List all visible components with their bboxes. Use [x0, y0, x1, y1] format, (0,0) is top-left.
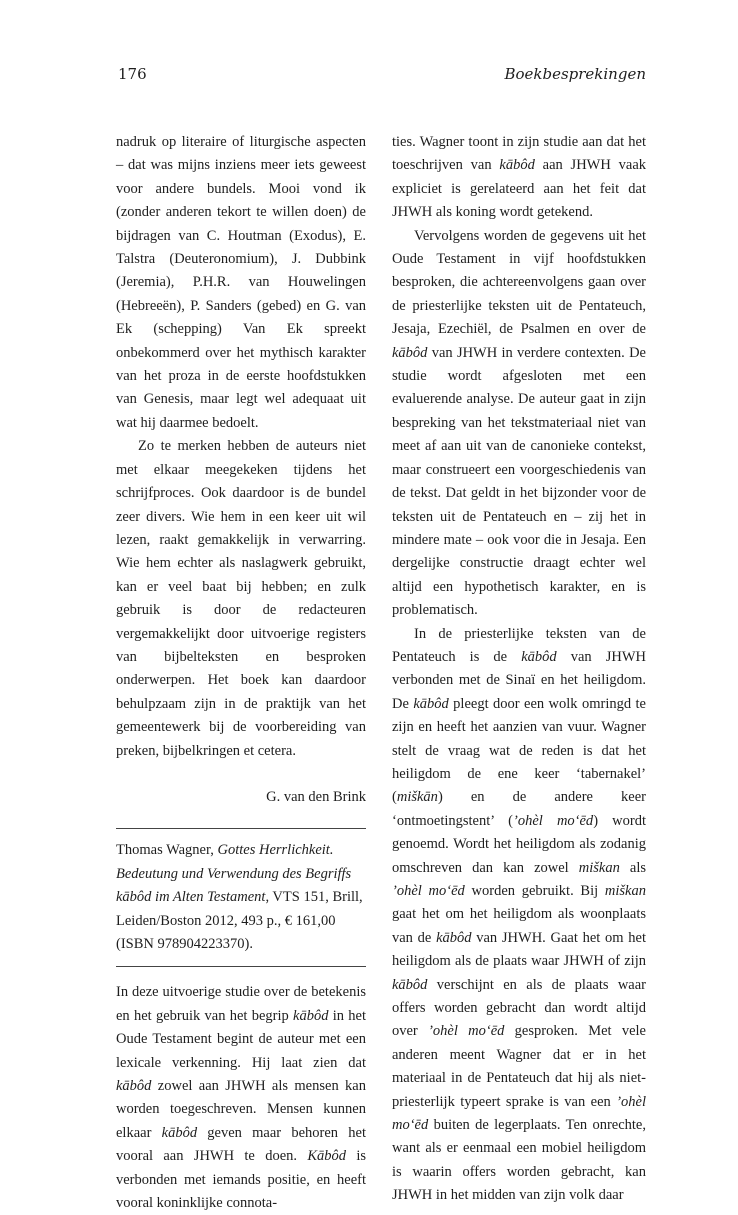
- text-run: In deze uitvoerige studie over de betekenis en het gebruik van het begrip: [116, 984, 366, 1024]
- text-run: ties. Wagner toont in zijn studie aan dat het toeschrijven van: [392, 134, 646, 174]
- text-run: In de priesterlijke teksten van de Pentateuch is de: [392, 625, 646, 665]
- italic-term: miškan: [604, 883, 646, 899]
- text-run: van JHWH. Gaat het om het heiligdom als de plaats waar JHWH of zijn: [392, 929, 647, 970]
- italic-term: kābôd: [413, 695, 449, 712]
- text-run: nadruk op literaire of liturgische aspecten – dat was mijns inziens meer iets geweest voor andere bundels. Mooi vond ik (zonder anderen tekort te willen doen) de bijdragen van C. Houtman (Exodus), E. Talstra (Deuteronomium), J. Dubbink (Jeremia), P.H.R. van Houwelingen (Hebreeën), P. Sanders (gebed) en G. van Ek (schepping) Van Ek spreekt onbekommerd over het mythisch karakter van het proza in de eerste hoofdstukken van Genesis, maar legt wel adequaat uit wat hij daarmee bedoelt.: [116, 134, 366, 431]
- book-author: Thomas Wagner,: [116, 842, 214, 859]
- italic-term: kābôd: [161, 1124, 198, 1141]
- italic-term: kābôd: [392, 344, 428, 361]
- text-run: zowel aan JHWH als mensen kan worden toegeschreven. Mensen kunnen elkaar: [116, 1078, 366, 1141]
- text-run: Zo te merken hebben de auteurs niet met elkaar meegekeken tijdens het schrijfproces. Ook daardoor is de bundel zeer divers. Wie hem in een keer uit wil lezen, raakt gemakkelijk in verwarring. Wie hem echter als naslagwerk gebruikt, kan er veel baat bij hebben; en zulk gebruik is door de redacteuren vergemakkelijkt door uitvoerige registers van bijbelteksten en besproken onderwerpen. Het boek kan daardoor behulpzaam zijn in de praktijk van het gemeentewerk bij de voorbereiding van preken, bijbelkringen et cetera.: [116, 438, 366, 759]
- italic-term: miškan: [578, 859, 620, 876]
- text-run: ) en de andere keer ‘ontmoetingstent’ (: [392, 789, 646, 829]
- text-run: gesproken. Met vele anderen meent Wagner dat er in het materiaal in de Pentateuch dat hij als niet-priesterlijk typeert sprake is van een: [392, 1023, 646, 1110]
- italic-term: ’ohèl mo‘ēd: [392, 1093, 646, 1134]
- italic-term: kābôd: [499, 157, 535, 174]
- italic-term: miškān: [396, 789, 438, 806]
- italic-term: kābôd: [116, 1078, 152, 1095]
- text-run: verschijnt en als de plaats waar offers worden gebracht dan wordt altijd over: [392, 976, 646, 1040]
- divider-rule: [116, 966, 366, 967]
- italic-term: kābôd: [436, 929, 472, 946]
- book-details: , VTS 151, Brill, Leiden/Boston 2012, 493 p., € 161,00 (ISBN 978904223370).: [116, 889, 363, 952]
- review-paragraph: [392, 623, 646, 1208]
- italic-term: kābôd: [293, 1007, 329, 1024]
- review-paragraph: [392, 131, 646, 225]
- text-run: worden gebruikt. Bij: [464, 883, 605, 899]
- text-run: in het Oude Testament begint de auteur met een lexicale verkenning. Hij laat zien dat: [116, 1007, 366, 1071]
- text-run: van JHWH verbonden met de Sinaï en het heiligdom. De: [392, 648, 646, 712]
- book-title: Gottes Herrlichkeit. Bedeutung und Verwendung des Begriffs kābôd im Alten Testament: [116, 842, 352, 906]
- text-run: buiten de legerplaats. Ten onrechte, want als er eenmaal een mobiel heiligdom is waarin offers worden gebracht, kan JHWH in het midden van zijn volk daar: [392, 1117, 646, 1204]
- text-run: Vervolgens worden de gegevens uit het Oude Testament in vijf hoofdstukken besproken, die achtereenvolgens gaan over de priesterlijke teksten uit de Pentateuch, Jesaja, Ezechiël, de Psalmen en over de: [392, 227, 646, 338]
- running-head: Boekbesprekingen: [504, 65, 646, 83]
- review-paragraph: [392, 225, 646, 623]
- italic-term: ’ohèl mo‘ēd: [392, 883, 465, 899]
- reviewer-signature: G. van den Brink: [266, 788, 366, 805]
- italic-term: kābôd: [392, 976, 428, 993]
- text-run: van JHWH in verdere contexten. De studie wordt afgesloten met een evaluerende analyse. De auteur gaat in zijn bespreking van het tekstmateriaal niet van meet af aan uit van de canonieke contekst, maar construeert een voorgeschiedenis van de tekst. Dat geldt in het bijzonder voor de teksten uit de Pentateuch en – zij het in mindere mate – ook voor die in Jesaja. Een dergelijke constructie draagt echter wel altijd een hypothetisch karakter, en is problematisch.: [392, 344, 646, 619]
- review-paragraph: [116, 435, 366, 763]
- italic-term: Kābôd: [307, 1148, 346, 1165]
- page-number: 176: [118, 65, 147, 83]
- text-run: geven maar behoren het vooral aan JHWH te doen.: [116, 1124, 366, 1165]
- right-column: [392, 131, 646, 1208]
- italic-term: kābôd: [521, 648, 557, 665]
- book-reference: [116, 839, 366, 956]
- italic-term: ’ohèl mo‘ēd: [428, 1023, 505, 1040]
- divider-rule: [116, 828, 366, 829]
- text-run: pleegt door een wolk omringd te zijn en heeft het aanzien van vuur. Wagner stelt de vraag wat de reden is dat het heiligdom de ene keer ‘tabernakel’ (: [392, 695, 646, 806]
- left-column: [116, 131, 366, 1215]
- review-paragraph: [116, 131, 366, 435]
- text-run: aan JHWH vaak expliciet is gerelateerd aan het feit dat JHWH als koning wordt getekend.: [392, 157, 646, 221]
- text-run: ) wordt genoemd. Wordt het heiligdom als zodanig omschreven dan kan zowel: [392, 812, 646, 876]
- text-run: gaat het om het heiligdom als woonplaats van de: [392, 906, 646, 946]
- italic-term: ’ohèl mo‘ēd: [513, 812, 594, 829]
- text-run: als: [619, 859, 646, 876]
- text-run: is verbonden met iemands positie, en heeft vooral koninklijke connota-: [116, 1148, 366, 1212]
- page-header: [118, 62, 646, 86]
- review-paragraph: [116, 981, 366, 1215]
